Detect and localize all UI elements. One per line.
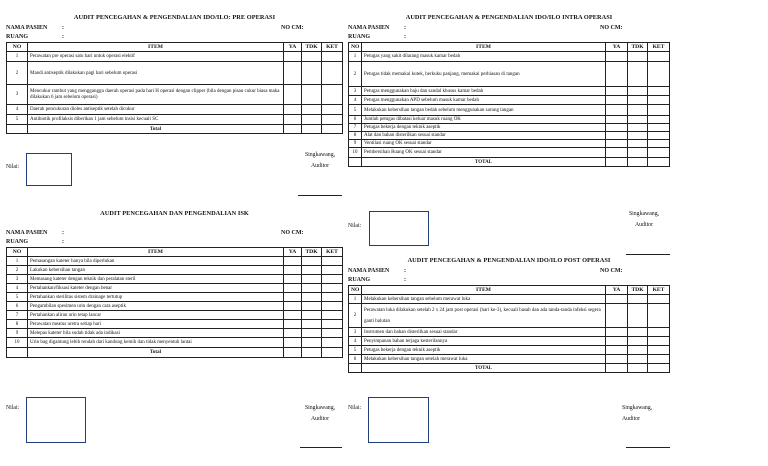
ket-cell[interactable] [322,266,343,275]
singkawang-label: Singkawang, [622,405,653,411]
header-ya: YA [284,43,302,52]
row-no: 2 [7,266,28,275]
total-no-cell [349,364,362,373]
total-row [7,125,343,134]
tdk-cell[interactable] [302,52,322,62]
ket-cell[interactable] [648,96,670,105]
ket-cell[interactable] [322,320,343,329]
tdk-cell[interactable] [628,96,648,105]
isk-title: AUDIT PENCEGAHAN DAN PENGENDALIAN ISK [100,210,249,217]
intra-op-title: AUDIT PENCEGAHAN & PENGENDALIAN IDO/ILO INTRA OPERASI [405,14,613,21]
row-no: 1 [7,257,28,266]
ya-cell[interactable] [606,87,628,96]
table-row [349,346,670,355]
tdk-cell[interactable] [628,132,648,140]
row-no: 5 [349,346,362,355]
row-item: Pemasangan kateter hanya bila diperlukan [28,257,284,266]
table-row [349,87,670,96]
signature-line [298,195,342,196]
tdk-cell[interactable] [628,295,648,304]
tdk-cell[interactable] [302,311,322,320]
total-label: TOTAL [362,364,606,373]
total-no-cell [349,158,362,167]
table-row [7,257,343,266]
total-row [349,364,670,373]
ya-cell[interactable] [284,275,302,284]
row-no: 3 [349,328,362,337]
nama-pasien-label: NAMA PASIEN [6,25,48,31]
ya-cell[interactable] [606,116,628,124]
pre-op-nilai-label: Nilai: [6,164,20,170]
post-op-patient-info [348,267,670,285]
row-item: Melepas kateter bila sudah tidak ada indikasi [28,329,284,338]
auditor-label: Auditor [310,416,330,422]
post-op-score-box[interactable] [368,397,429,443]
row-no: 4 [349,337,362,346]
pre-op-signature [298,150,342,172]
ya-cell[interactable] [284,293,302,302]
ya-cell[interactable] [284,311,302,320]
row-item: Petugas bekerja dengan teknik aseptik [362,346,606,355]
ket-cell[interactable] [322,115,343,125]
ya-cell[interactable] [606,148,628,158]
table-row [7,62,343,85]
row-item: Penyimpanan bahan terjaga kesterilannya [362,337,606,346]
no-cm-label: NO CM: [281,230,304,236]
row-no: 7 [7,311,28,320]
intra-op-nilai-label: Nilai: [348,223,362,229]
ket-cell[interactable] [322,52,343,62]
colon: : [62,239,64,245]
table-row [7,105,343,115]
colon: : [62,34,64,40]
colon: : [404,34,406,40]
ket-cell[interactable] [648,62,670,87]
table-row [349,355,670,364]
colon: : [62,25,64,31]
ya-cell[interactable] [284,266,302,275]
no-cm-label: NO CM: [600,268,623,274]
ya-cell[interactable] [606,364,628,373]
table-row [349,62,670,87]
table-row [349,328,670,337]
row-no: 3 [349,87,362,96]
isk-signature [298,403,342,425]
table-row [349,140,670,148]
nama-pasien-label: NAMA PASIEN [6,230,48,236]
ket-cell[interactable] [322,338,343,348]
row-item: Petugas menggunakan APD sebelum masuk kamar bedah [362,96,606,105]
ket-cell[interactable] [322,257,343,266]
tdk-cell[interactable] [302,85,322,105]
row-no: 1 [349,295,362,304]
row-no: 6 [349,355,362,364]
ket-cell[interactable] [322,329,343,338]
row-no: 6 [7,302,28,311]
colon: : [404,268,406,274]
row-item: Pembersihan Ruang OK sesuai standar [362,148,606,158]
ya-cell[interactable] [606,346,628,355]
tdk-cell[interactable] [302,320,322,329]
header-ket: KET [322,43,343,52]
table-row [7,284,343,293]
row-no: 5 [349,105,362,116]
ya-cell[interactable] [606,62,628,87]
ya-cell[interactable] [284,125,302,134]
ket-cell[interactable] [648,148,670,158]
row-item: Pertahankan/fiksasi kateter dengan benar [28,284,284,293]
no-cm-label: NO CM: [281,25,304,31]
ket-cell[interactable] [322,275,343,284]
ket-cell[interactable] [322,62,343,85]
row-item: Petugas menggunakan baju dan sandal khusus kamar bedah [362,87,606,96]
row-no: 3 [7,85,28,105]
tdk-cell[interactable] [302,293,322,302]
no-cm-label: NO CM: [600,25,623,31]
table-row [349,96,670,105]
ket-cell[interactable] [648,346,670,355]
header-item: ITEM [28,248,284,257]
row-item: Urin bag digantung lebih rendah dari kandung kemih dan tidak menyentuh lantai [28,338,284,348]
tdk-cell[interactable] [628,116,648,124]
ket-cell[interactable] [322,293,343,302]
tdk-cell[interactable] [302,329,322,338]
ket-cell[interactable] [648,124,670,132]
ket-cell[interactable] [648,132,670,140]
row-item: Lakukan kebersihan tangan [28,266,284,275]
signature-line [300,447,342,448]
tdk-cell[interactable] [628,52,648,62]
intra-op-patient-info [348,24,670,42]
ya-cell[interactable] [284,105,302,115]
tdk-cell[interactable] [628,105,648,116]
header-ket: KET [648,43,670,52]
header-tdk: TDK [628,286,648,295]
row-no: 7 [349,124,362,132]
ket-cell[interactable] [648,116,670,124]
table-row [349,148,670,158]
tdk-cell[interactable] [302,348,322,358]
ya-cell[interactable] [284,115,302,125]
tdk-cell[interactable] [628,62,648,87]
row-no: 6 [349,116,362,124]
row-no: 8 [349,132,362,140]
ya-cell[interactable] [606,337,628,346]
table-row [349,105,670,116]
header-tdk: TDK [628,43,648,52]
table-row [349,124,670,132]
header-no: NO [7,43,28,52]
singkawang-label: Singkawang, [304,152,336,158]
ya-cell[interactable] [284,320,302,329]
ruang-label: RUANG [6,239,28,245]
ket-cell[interactable] [648,337,670,346]
row-item: Melakukan kebersihan tangan bedah sebelum menggunakan sarung tangan [362,105,606,116]
table-row [349,304,670,328]
row-no: 4 [349,96,362,105]
table-row [7,52,343,62]
table-row [349,295,670,304]
row-no: 5 [7,293,28,302]
row-item: Perawatan luka dilakukan setelah 2 x 24 jam post operasi (hari ke-3), kecuali basah dan ada tanda-tanda infeksi segera ganti balutan [362,304,606,328]
row-item: Alat dan bahan disterilkan sesuai standar [362,132,606,140]
ket-cell[interactable] [648,158,670,167]
row-item: Perawatan pre operasi satu hari untuk operasi elektif [28,52,284,62]
ket-cell[interactable] [648,355,670,364]
row-no: 9 [349,140,362,148]
header-ket: KET [322,248,343,257]
row-no: 4 [7,105,28,115]
ya-cell[interactable] [606,328,628,337]
colon: : [404,25,406,31]
tdk-cell[interactable] [628,148,648,158]
post-op-table [348,285,670,373]
post-op-signature [622,403,660,425]
tdk-cell[interactable] [628,346,648,355]
table-row [7,329,343,338]
row-item: Petugas yang sakit dilarang masuk kamar bedah [362,52,606,62]
ket-cell[interactable] [648,295,670,304]
ket-cell[interactable] [322,348,343,358]
table-row [349,52,670,62]
ruang-label: RUANG [348,277,370,283]
tdk-cell[interactable] [628,158,648,167]
intra-op-section [348,14,670,167]
pre-op-patient-info [6,24,343,42]
nama-pasien-label: NAMA PASIEN [348,25,390,31]
header-ket: KET [648,286,670,295]
ya-cell[interactable] [606,52,628,62]
ya-cell[interactable] [606,124,628,132]
signature-line [626,447,670,448]
header-no: NO [349,286,362,295]
total-label: Total [28,125,284,134]
row-item: Perawatan meatus uretra setiap hari [28,320,284,329]
row-no: 1 [7,52,28,62]
ket-cell[interactable] [648,304,670,328]
auditor-label: Auditor [310,163,330,169]
ya-cell[interactable] [606,96,628,105]
row-no: 10 [349,148,362,158]
tdk-cell[interactable] [628,328,648,337]
row-no: 9 [7,329,28,338]
row-item: Petugas bekerja dengan teknik aseptik [362,124,606,132]
tdk-cell[interactable] [302,125,322,134]
tdk-cell[interactable] [302,257,322,266]
tdk-cell[interactable] [302,115,322,125]
auditor-label: Auditor [634,222,654,228]
total-label: TOTAL [362,158,606,167]
tdk-cell[interactable] [628,364,648,373]
isk-section [6,210,343,358]
ya-cell[interactable] [606,355,628,364]
row-item: Petugas tidak memakai kutek, berkuku panjang, memakai perhiasan di tangan [362,62,606,87]
ket-cell[interactable] [648,52,670,62]
row-item: Melakukan kebersihan tangan setelah merawat luka [362,355,606,364]
ket-cell[interactable] [322,85,343,105]
colon: : [404,277,406,283]
post-op-nilai-label: Nilai: [348,405,362,411]
row-no: 1 [349,52,362,62]
ya-cell[interactable] [606,132,628,140]
ket-cell[interactable] [322,284,343,293]
table-row [7,338,343,348]
ya-cell[interactable] [284,284,302,293]
ket-cell[interactable] [648,140,670,148]
singkawang-label: Singkawang, [304,405,336,411]
ya-cell[interactable] [284,257,302,266]
pre-op-title: AUDIT PENCEGAHAN & PENGENDALIAN IDO/ILO: PRE OPERASI [73,14,276,21]
intra-op-table [348,42,670,167]
row-no: 8 [7,320,28,329]
tdk-cell[interactable] [628,304,648,328]
tdk-cell[interactable] [302,105,322,115]
row-no: 4 [7,284,28,293]
isk-table [6,247,343,358]
ya-cell[interactable] [284,348,302,358]
header-tdk: TDK [302,43,322,52]
isk-patient-info [6,229,343,247]
table-row [7,293,343,302]
row-no: 3 [7,275,28,284]
ya-cell[interactable] [284,302,302,311]
ya-cell[interactable] [606,295,628,304]
total-row [7,348,343,358]
table-row [7,115,343,125]
isk-score-box[interactable] [26,397,86,443]
table-row [7,320,343,329]
pre-op-section [6,14,343,134]
colon: : [62,230,64,236]
header-ya: YA [606,286,628,295]
header-item: ITEM [28,43,284,52]
tdk-cell[interactable] [302,266,322,275]
intra-op-score-box[interactable] [369,211,429,246]
pre-op-score-box[interactable] [26,153,72,186]
header-item: ITEM [362,43,606,52]
tdk-cell[interactable] [628,337,648,346]
tdk-cell[interactable] [302,284,322,293]
table-row [7,302,343,311]
table-row [7,311,343,320]
row-no: 2 [7,62,28,85]
ket-cell[interactable] [648,364,670,373]
header-ya: YA [606,43,628,52]
row-item: Daerah pencukuran dioles antiseptik setelah dicukur [28,105,284,115]
row-item: Antibiotik profilaksis diberikan 1 jam sebelum insisi kecuali SC [28,115,284,125]
ya-cell[interactable] [606,158,628,167]
tdk-cell[interactable] [628,87,648,96]
ruang-label: RUANG [6,34,28,40]
row-item: Pertahankan aliran urin tetap lancar [28,311,284,320]
ya-cell[interactable] [284,85,302,105]
isk-nilai-label: Nilai: [6,405,20,411]
row-item: Memasang kateter dengan teknik dan peralatan steril [28,275,284,284]
row-no: 5 [7,115,28,125]
post-op-section [348,257,670,373]
row-item: Ventilasi ruang OK sesuai standar [362,140,606,148]
header-no: NO [7,248,28,257]
total-row [349,158,670,167]
total-no-cell [7,125,28,134]
singkawang-label: Singkawang, [628,211,660,217]
row-item: Melakukan kebersihan tangan sebelum merawat luka [362,295,606,304]
ya-cell[interactable] [284,52,302,62]
header-tdk: TDK [302,248,322,257]
table-row [349,116,670,124]
table-row [7,275,343,284]
ket-cell[interactable] [322,105,343,115]
header-ya: YA [284,248,302,257]
row-item: Mencukur rambut yang mengganggu daerah operasi pada hari H operasi dengan clipper (bila dengan pisau cukur biasa maka dilakukan 6 jam sebelum operasi) [28,85,284,105]
ket-cell[interactable] [648,328,670,337]
table-row [7,85,343,105]
ya-cell[interactable] [284,62,302,85]
total-label: Total [28,348,284,358]
table-row [349,132,670,140]
ya-cell[interactable] [284,338,302,348]
ya-cell[interactable] [284,329,302,338]
tdk-cell[interactable] [302,338,322,348]
tdk-cell[interactable] [628,124,648,132]
row-item: Pengambilan spesimen urin dengan cara aseptik [28,302,284,311]
header-item: ITEM [362,286,606,295]
row-item: Pertahankan sterilitas sistem drainage tertutup [28,293,284,302]
header-no: NO [349,43,362,52]
total-no-cell [7,348,28,358]
ket-cell[interactable] [322,302,343,311]
table-row [349,337,670,346]
table-row [7,266,343,275]
intra-op-signature [622,209,666,231]
nama-pasien-label: NAMA PASIEN [348,268,390,274]
ruang-label: RUANG [348,34,370,40]
auditor-label: Auditor [622,416,641,422]
tdk-cell[interactable] [302,62,322,85]
tdk-cell[interactable] [628,355,648,364]
row-item: Instrumen dan bahan disterilkan sesuai standar [362,328,606,337]
row-item: Jumlah petugas dibatasi keluar masuk ruang OK [362,116,606,124]
ket-cell[interactable] [648,87,670,96]
ya-cell[interactable] [606,105,628,116]
row-item: Mandi antiseptik dilakukan pagi hari sebelum operasi [28,62,284,85]
row-no: 2 [349,62,362,87]
ket-cell[interactable] [322,125,343,134]
pre-op-table [6,42,343,134]
ket-cell[interactable] [648,105,670,116]
signature-line [626,254,670,255]
row-no: 10 [7,338,28,348]
ket-cell[interactable] [322,311,343,320]
tdk-cell[interactable] [302,275,322,284]
ya-cell[interactable] [606,304,628,328]
tdk-cell[interactable] [302,302,322,311]
row-no: 2 [349,304,362,328]
ya-cell[interactable] [606,140,628,148]
tdk-cell[interactable] [628,140,648,148]
post-op-title: AUDIT PENCEGAHAN & PENGENDALIAN IDO/ILO POST OPERASI [407,257,611,264]
